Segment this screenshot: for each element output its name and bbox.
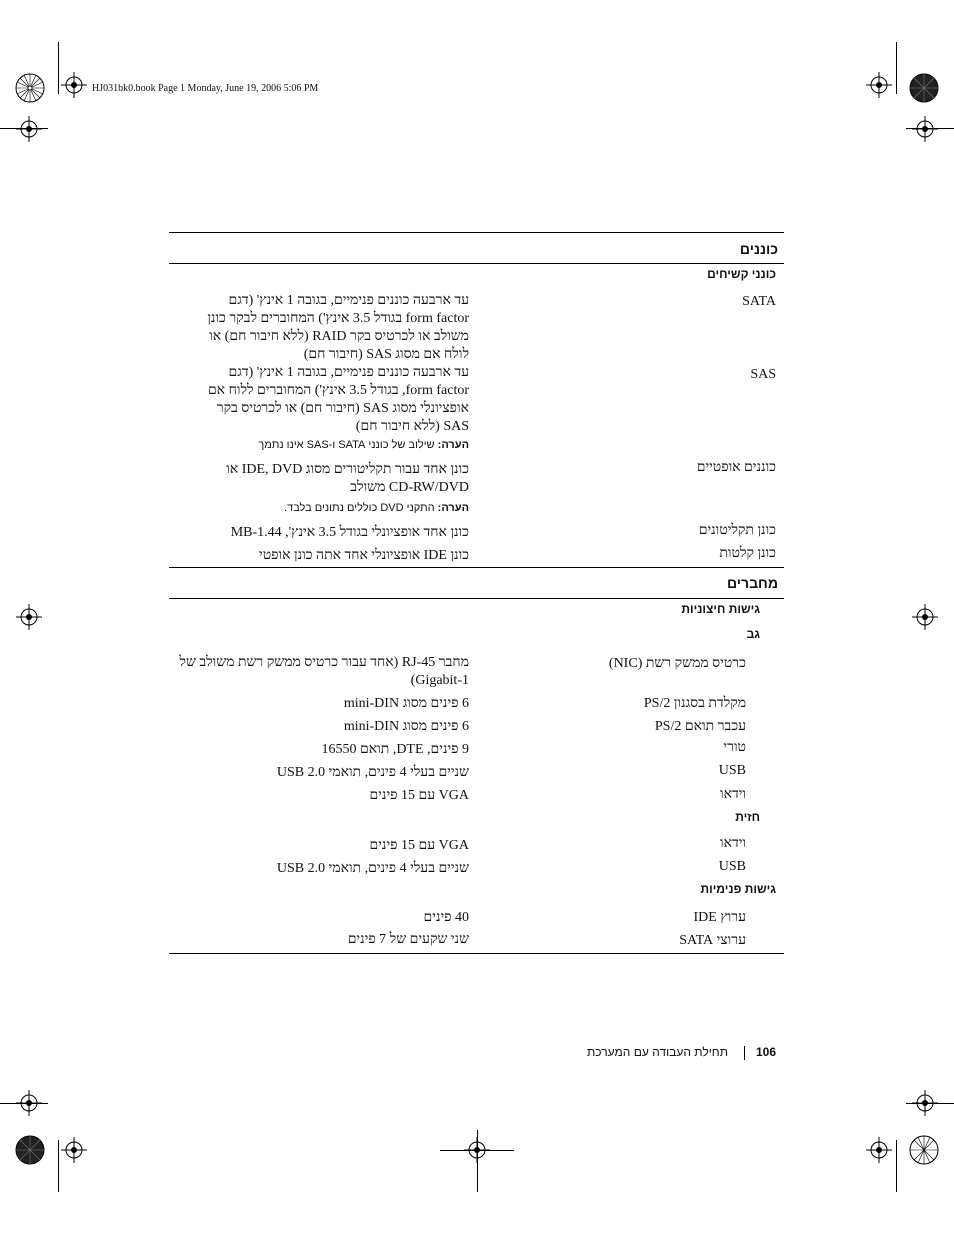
crosshair-mark-icon — [866, 1137, 892, 1163]
row-value-floppy: כונן אחד אופציונלי בגודל 3.5 אינץ', 1.44-MB — [230, 525, 469, 540]
crosshair-mark-icon — [61, 72, 87, 98]
row-value-tape: כונן IDE אופציונלי אחד אתה כונן אופטי — [259, 548, 469, 563]
footer-divider — [744, 1046, 745, 1060]
row-value-sata-channels: שני שקעים של 7 פינים — [347, 932, 469, 947]
subheading-internal: גישות פנימיות — [700, 882, 776, 896]
note-sata-sas: הערה: שילוב של כונני SATA ו-SAS אינו נתמך — [258, 439, 469, 451]
crosshair-mark-icon — [866, 72, 892, 98]
crop-mark — [58, 42, 59, 94]
row-label-optical: כוננים אופטיים — [696, 460, 776, 475]
note-dvd: הערה: התקני DVD כוללים נתונים בלבד. — [284, 502, 469, 514]
row-value-video: VGA עם 15 פינים — [369, 788, 469, 803]
row-label-usb: USB — [718, 763, 746, 778]
crop-mark — [58, 1140, 59, 1192]
section-title-ports: מחברים — [726, 575, 778, 591]
row-value-front-video: VGA עם 15 פינים — [369, 838, 469, 853]
row-label-sas: SAS — [750, 367, 776, 382]
crosshair-mark-icon — [16, 604, 42, 630]
table-rule — [169, 263, 784, 264]
table-rule — [169, 953, 784, 954]
row-label-front-usb: USB — [718, 859, 746, 874]
footer-chapter-title: תחילת העבודה עם המערכת — [587, 1045, 728, 1059]
row-label-ide: ערוץ IDE — [693, 910, 746, 925]
crop-mark — [896, 42, 897, 94]
crosshair-mark-icon — [16, 116, 42, 142]
row-label-sata: SATA — [742, 294, 776, 309]
page-number: 106 — [755, 1045, 776, 1059]
table-rule — [169, 567, 784, 568]
crosshair-mark-icon — [61, 1137, 87, 1163]
registration-mark-icon — [14, 1134, 46, 1166]
row-label-video: וידאו — [720, 787, 746, 802]
row-value-front-usb: שניים בעלי 4 פינים, תואמי USB 2.0 — [276, 861, 469, 876]
row-label-nic: כרטיס ממשק רשת (NIC) — [608, 656, 746, 671]
row-label-ps2-mouse: עכבר תואם PS/2 — [654, 719, 746, 734]
row-value-nic: מחבר RJ-45 (אחד עבור כרטיס ממשק רשת משולב של 1-Gigabit) — [179, 655, 469, 688]
row-value-ide: 40 פינים — [423, 910, 469, 925]
crosshair-mark-icon — [16, 1090, 42, 1116]
row-value-sas: עד ארבעה כוננים פנימיים, בגובה 1 אינץ' (דגם form factor, בגודל 3.5 אינץ') המחוברים ללוח אם אופציונלי מסוג SAS (חיבור חם) או לכרטיס בקר SAS (ללא חיבור חם) — [207, 365, 469, 434]
row-label-serial: טורי — [723, 740, 746, 755]
subheading-hard-drives: כונני קשיחים — [707, 267, 776, 281]
print-slug: HJ031bk0.book Page 1 Monday, June 19, 2006 5:06 PM — [92, 83, 319, 94]
crop-mark — [896, 1140, 897, 1192]
crosshair-mark-icon — [912, 116, 938, 142]
row-label-floppy: כונן תקליטונים — [698, 523, 776, 538]
row-label-tape: כונן קלטות — [719, 546, 776, 561]
table-rule — [169, 232, 784, 233]
table-rule — [169, 598, 784, 599]
row-value-ps2-keyboard: 6 פינים מסוג mini-DIN — [343, 696, 469, 711]
row-label-sata-channels: ערוצי SATA — [679, 933, 746, 948]
row-label-front-video: וידאו — [720, 836, 746, 851]
subheading-front: חזית — [735, 810, 760, 824]
crosshair-mark-icon — [912, 604, 938, 630]
registration-mark-icon — [908, 72, 940, 104]
row-value-optical: כונן אחד עבור תקליטורים מסוג IDE, DVD או CD-RW/DVD משולב — [226, 462, 469, 495]
row-value-ps2-mouse: 6 פינים מסוג mini-DIN — [343, 719, 469, 734]
row-label-ps2-keyboard: מקלדת בסגנון PS/2 — [643, 696, 746, 711]
registration-mark-icon — [908, 1134, 940, 1166]
row-value-usb: שניים בעלי 4 פינים, תואמי USB 2.0 — [276, 765, 469, 780]
crop-mark — [477, 1130, 478, 1192]
section-title-drives: כוננים — [739, 241, 778, 257]
registration-mark-icon — [14, 72, 46, 104]
row-value-serial: 9 פינים, DTE, תואם 16550 — [321, 742, 469, 757]
subheading-back: גב — [746, 627, 760, 641]
crosshair-mark-icon — [912, 1090, 938, 1116]
row-value-sata: עד ארבעה כוננים פנימיים, בגובה 1 אינץ' (דגם form factor בגודל 3.5 אינץ') המחוברים לבקר כונן משולב או לכרטיס בקר RAID (ללא חיבור חם) או לולח אם מסוג SAS (חיבור חם) — [207, 293, 469, 362]
subheading-external: גישות חיצוניות — [681, 602, 760, 616]
